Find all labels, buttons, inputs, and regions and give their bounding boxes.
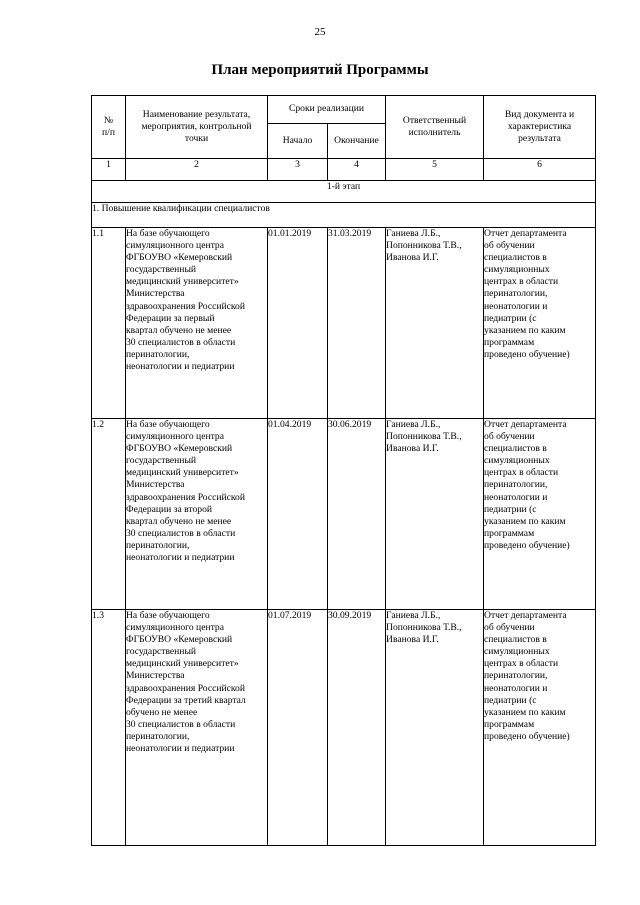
row-document-line: указанием по каким — [484, 515, 566, 527]
row-name-line: обучено не менее — [126, 706, 198, 718]
row-document — [484, 610, 596, 846]
row-name-line: квартал обучено не менее — [126, 324, 232, 336]
row-number: 1.3 — [92, 610, 126, 846]
row-name-line: Министерства — [126, 288, 185, 300]
table-row — [92, 419, 596, 610]
header-name-line: точки — [184, 133, 209, 145]
row-document-line: об обучении — [484, 622, 535, 634]
row-name — [126, 419, 268, 610]
header-responsible — [386, 96, 484, 159]
column-numbers-row — [92, 159, 596, 181]
row-document-line: симуляционных — [484, 455, 550, 467]
row-name-line: ФГБОУВО «Кемеровский — [126, 634, 233, 646]
document-title: План мероприятий Программы — [211, 62, 429, 78]
row-name-line: перинатологии, — [126, 348, 190, 360]
row-name-line: квартал обучено не менее — [126, 515, 232, 527]
row-name-line: государственный — [126, 264, 197, 276]
row-name-line: неонатологии и педиатрии — [126, 361, 235, 373]
row-responsible — [386, 419, 484, 610]
row-document-line: указанием по каким — [484, 324, 566, 336]
header-number — [92, 96, 126, 159]
row-name-line: 30 специалистов в области — [126, 336, 236, 348]
row-document — [484, 419, 596, 610]
row-document-line: об обучении — [484, 431, 535, 443]
row-start-date: 01.07.2019 — [268, 610, 328, 846]
row-document-line: неонатологии и — [484, 300, 548, 312]
row-end-date: 30.06.2019 — [328, 419, 386, 610]
row-name-line: Министерства — [126, 479, 185, 491]
row-document-line: специалистов в — [484, 443, 547, 455]
row-responsible-line: Иванова И.Г. — [386, 634, 439, 646]
row-document-line: педиатрии (с — [484, 694, 537, 706]
row-document-line: программам — [484, 527, 535, 539]
row-responsible — [386, 610, 484, 846]
row-document-line: перинатологии, — [484, 288, 548, 300]
header-document-line: Вид документа и — [504, 108, 575, 120]
header-document-line: характеристика — [507, 120, 572, 132]
row-name-line: Федерации за третий квартал — [126, 694, 246, 706]
table-row — [92, 228, 596, 419]
column-number: 6 — [484, 159, 596, 181]
row-name-line: перинатологии, — [126, 730, 190, 742]
row-name-line: медицинский университет» — [126, 276, 239, 288]
header-name-line: мероприятия, контрольной — [141, 120, 252, 132]
row-end-date: 30.09.2019 — [328, 610, 386, 846]
row-document-line: программам — [484, 718, 535, 730]
row-document-line: центрах в области — [484, 658, 559, 670]
column-number: 1 — [92, 159, 126, 181]
row-start-date: 01.01.2019 — [268, 228, 328, 419]
row-responsible-line: Попонникова Т.В., — [386, 431, 462, 443]
page-number: 25 — [314, 26, 326, 38]
row-number: 1.2 — [92, 419, 126, 610]
row-name-line: симуляционного центра — [126, 431, 224, 443]
row-document-line: перинатологии, — [484, 479, 548, 491]
header-number-line: № — [103, 114, 114, 126]
header-responsible-line: Ответственный — [402, 114, 467, 126]
row-name-line: На базе обучающего — [126, 228, 210, 239]
row-name-line: 30 специалистов в области — [126, 718, 236, 730]
row-document-line: неонатологии и — [484, 491, 548, 503]
plan-table — [91, 95, 596, 846]
row-document-line: проведено обучение) — [484, 730, 570, 742]
row-name-line: медицинский университет» — [126, 658, 239, 670]
row-document-line: перинатологии, — [484, 670, 548, 682]
row-document-line: Отчет департамента — [484, 610, 567, 621]
header-responsible-line: исполнитель — [408, 127, 461, 138]
row-name-line: симуляционного центра — [126, 240, 224, 252]
row-document-line: специалистов в — [484, 252, 547, 264]
row-responsible-line: Попонникова Т.В., — [386, 240, 462, 252]
row-document-line: специалистов в — [484, 634, 547, 646]
row-document-line: проведено обучение) — [484, 539, 570, 551]
row-name-line: 30 специалистов в области — [126, 527, 236, 539]
row-name-line: Федерации за первый — [126, 312, 215, 324]
row-responsible-line: Ганиева Л.Б., — [386, 228, 441, 239]
row-name-line: государственный — [126, 455, 197, 467]
row-document-line: указанием по каким — [484, 706, 566, 718]
row-responsible-line: Иванова И.Г. — [386, 252, 439, 264]
row-name-line: ФГБОУВО «Кемеровский — [126, 252, 233, 264]
header-end: Окончание — [328, 124, 386, 159]
row-document-line: Отчет департамента — [484, 228, 567, 239]
row-document-line: неонатологии и — [484, 682, 548, 694]
row-name-line: здравоохранения Российской — [126, 300, 245, 312]
row-name-line: здравоохранения Российской — [126, 491, 245, 503]
row-document-line: симуляционных — [484, 646, 550, 658]
header-name — [126, 96, 268, 159]
table-row — [92, 610, 596, 846]
column-number: 5 — [386, 159, 484, 181]
section-label: 1. Повышение квалификации специалистов — [92, 203, 596, 228]
header-document-line: результата — [518, 133, 561, 145]
row-responsible-line: Ганиева Л.Б., — [386, 610, 441, 621]
row-name-line: Федерации за второй — [126, 503, 213, 515]
row-document-line: центрах в области — [484, 467, 559, 479]
row-name-line: симуляционного центра — [126, 622, 224, 634]
section-row — [92, 203, 596, 228]
row-name-line: перинатологии, — [126, 539, 190, 551]
column-number: 2 — [126, 159, 268, 181]
row-name-line: медицинский университет» — [126, 467, 239, 479]
row-name-line: ФГБОУВО «Кемеровский — [126, 443, 233, 455]
row-name-line: На базе обучающего — [126, 419, 210, 430]
column-number: 4 — [328, 159, 386, 181]
row-name-line: государственный — [126, 646, 197, 658]
row-document-line: центрах в области — [484, 276, 559, 288]
header-start: Начало — [268, 124, 328, 159]
row-document — [484, 228, 596, 419]
header-name-line: Наименование результата, — [142, 108, 251, 120]
row-name — [126, 610, 268, 846]
header-terms: Сроки реализации — [268, 96, 386, 124]
row-responsible-line: Попонникова Т.В., — [386, 622, 462, 634]
row-name-line: На базе обучающего — [126, 610, 210, 621]
row-name-line: неонатологии и педиатрии — [126, 743, 235, 755]
row-responsible-line: Ганиева Л.Б., — [386, 419, 441, 430]
row-document-line: Отчет департамента — [484, 419, 567, 430]
row-start-date: 01.04.2019 — [268, 419, 328, 610]
header-document — [484, 96, 596, 159]
row-document-line: педиатрии (с — [484, 503, 537, 515]
column-number: 3 — [268, 159, 328, 181]
row-document-line: об обучении — [484, 240, 535, 252]
row-end-date: 31.03.2019 — [328, 228, 386, 419]
row-document-line: педиатрии (с — [484, 312, 537, 324]
header-number-line: п/п — [102, 127, 115, 138]
row-name — [126, 228, 268, 419]
stage-row — [92, 181, 596, 203]
row-document-line: программам — [484, 336, 535, 348]
row-name-line: неонатологии и педиатрии — [126, 552, 235, 564]
stage-label: 1-й этап — [92, 181, 596, 203]
row-name-line: Министерства — [126, 670, 185, 682]
row-document-line: симуляционных — [484, 264, 550, 276]
row-document-line: проведено обучение) — [484, 348, 570, 360]
row-name-line: здравоохранения Российской — [126, 682, 245, 694]
row-number: 1.1 — [92, 228, 126, 419]
row-responsible — [386, 228, 484, 419]
row-responsible-line: Иванова И.Г. — [386, 443, 439, 455]
